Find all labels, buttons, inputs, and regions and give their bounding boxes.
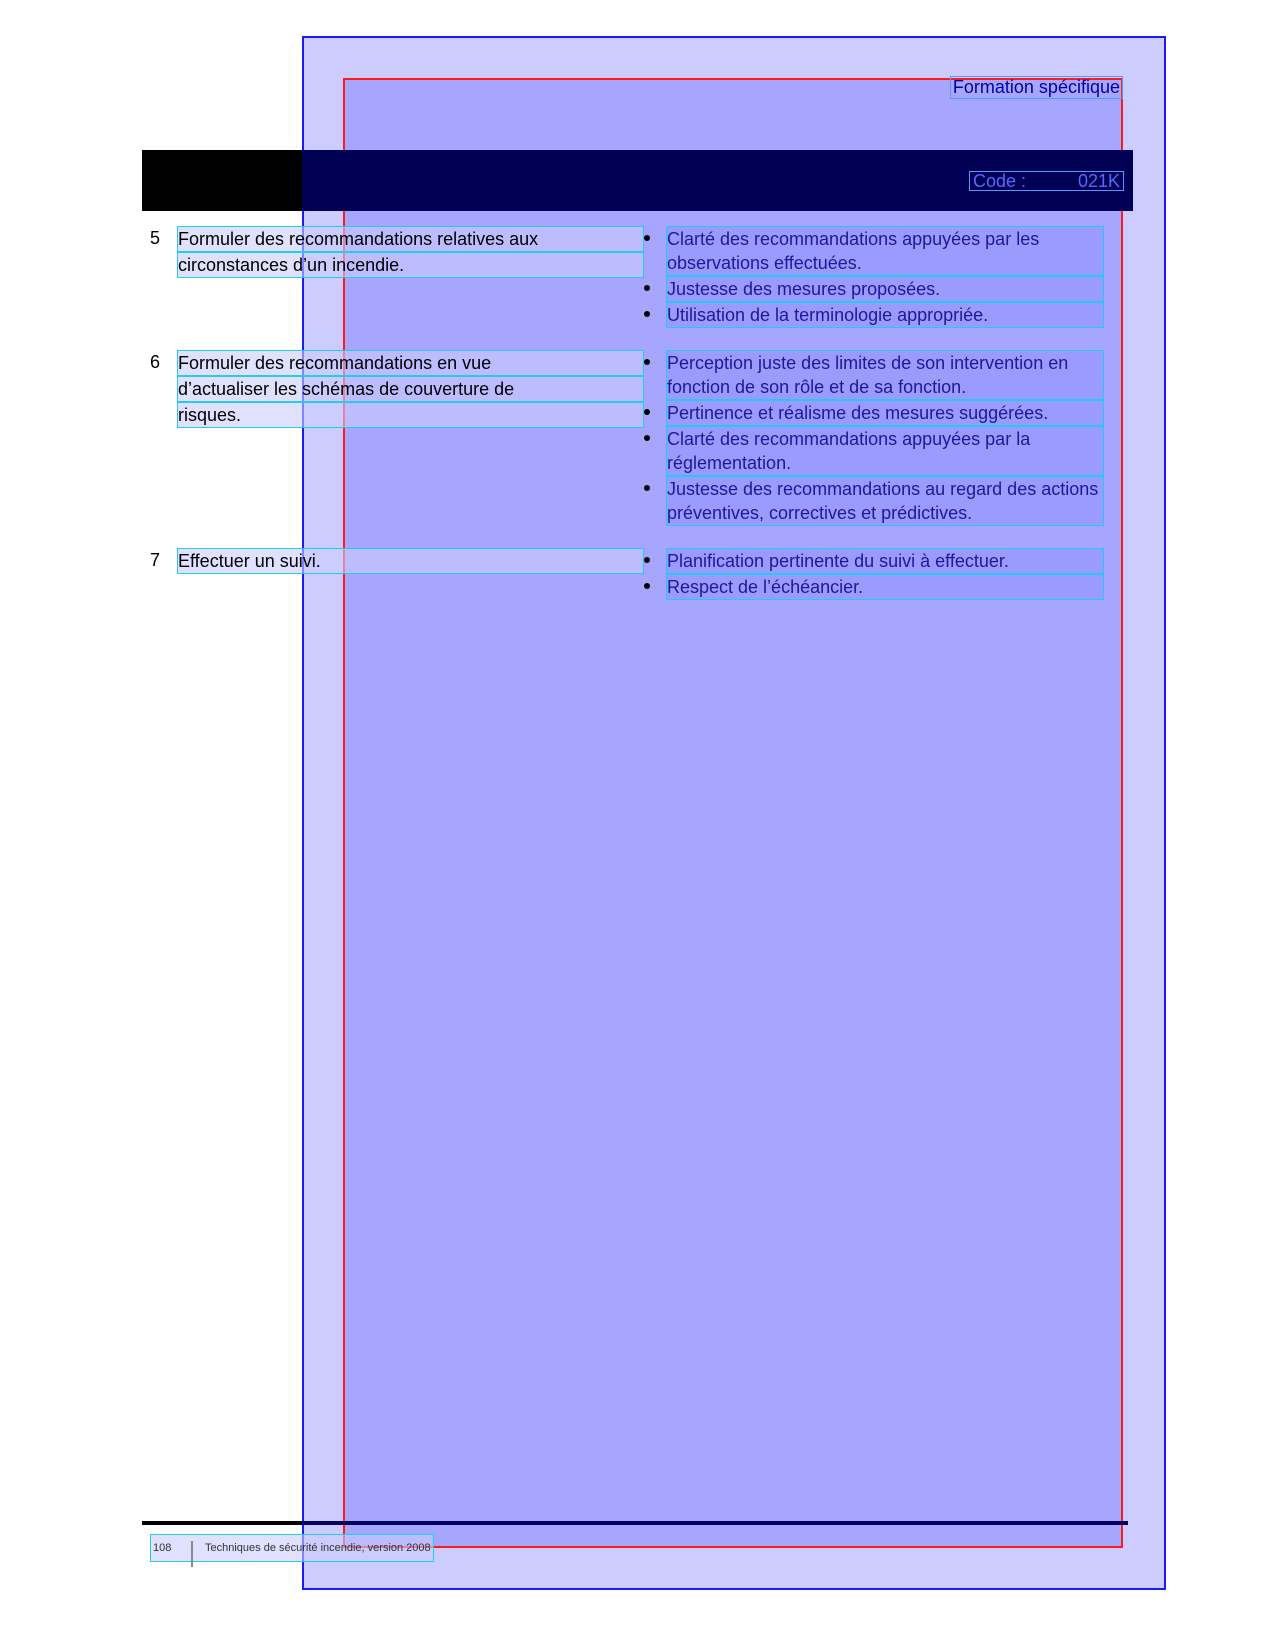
criterion-item xyxy=(644,548,1104,574)
competency-code xyxy=(969,171,1124,191)
task-line: Effectuer un suivi. xyxy=(177,548,644,574)
criterion-text: Pertinence et réalisme des mesures suggérées. xyxy=(666,400,1104,426)
bullet-icon xyxy=(644,285,650,291)
task-text xyxy=(177,548,644,574)
bullet-icon xyxy=(644,359,650,365)
task-line: d’actualiser les schémas de couverture de xyxy=(177,376,644,402)
criterion-text: Perception juste des limites de son intervention en fonction de son rôle et de sa fonction. xyxy=(666,350,1104,400)
code-prefix: Code : xyxy=(973,171,1027,191)
task-line: risques. xyxy=(177,402,644,428)
code-value: 021K xyxy=(1077,171,1120,191)
criterion-text: Clarté des recommandations appuyées par les observations effectuées. xyxy=(666,226,1104,276)
criteria-cell xyxy=(644,350,1104,526)
criterion-item xyxy=(644,476,1104,526)
bullet-icon xyxy=(644,435,650,441)
task-text xyxy=(177,226,644,278)
section-label: Formation spécifique xyxy=(950,76,1123,99)
table-row xyxy=(150,226,1110,328)
criterion-text: Respect de l’échéancier. xyxy=(666,574,1104,600)
criterion-text: Justesse des recommandations au regard des actions préventives, correctives et prédictives. xyxy=(666,476,1104,526)
criterion-text: Clarté des recommandations appuyées par la réglementation. xyxy=(666,426,1104,476)
competency-table xyxy=(150,226,1110,622)
criterion-item xyxy=(644,302,1104,328)
task-line: circonstances d’un incendie. xyxy=(177,252,644,278)
criterion-item xyxy=(644,276,1104,302)
criterion-item xyxy=(644,350,1104,400)
criteria-cell xyxy=(644,226,1104,328)
bullet-icon xyxy=(644,409,650,415)
footer-divider xyxy=(191,1541,193,1567)
criterion-item xyxy=(644,574,1104,600)
task-number: 5 xyxy=(150,228,161,248)
bullet-icon xyxy=(644,583,650,589)
criterion-item xyxy=(644,400,1104,426)
bullet-icon xyxy=(644,311,650,317)
task-text xyxy=(177,350,644,428)
task-line: Formuler des recommandations relatives aux xyxy=(177,226,644,252)
task-cell xyxy=(150,548,644,600)
footer-rule-overlay xyxy=(302,1521,1128,1525)
table-row xyxy=(150,350,1110,526)
criterion-text: Planification pertinente du suivi à effectuer. xyxy=(666,548,1104,574)
page-footer xyxy=(150,1534,434,1562)
footer-title: Techniques de sécurité incendie, version 2008 xyxy=(205,1542,431,1554)
table-row xyxy=(150,548,1110,600)
task-number: 7 xyxy=(150,550,161,570)
criteria-cell xyxy=(644,548,1104,600)
criterion-item xyxy=(644,426,1104,476)
task-line: Formuler des recommandations en vue xyxy=(177,350,644,376)
task-number: 6 xyxy=(150,352,161,372)
criterion-text: Justesse des mesures proposées. xyxy=(666,276,1104,302)
task-cell xyxy=(150,350,644,526)
bullet-icon xyxy=(644,485,650,491)
criterion-item xyxy=(644,226,1104,276)
bullet-icon xyxy=(644,235,650,241)
criterion-text: Utilisation de la terminologie appropriée. xyxy=(666,302,1104,328)
page-number: 108 xyxy=(153,1542,172,1554)
task-cell xyxy=(150,226,644,328)
bullet-icon xyxy=(644,557,650,563)
